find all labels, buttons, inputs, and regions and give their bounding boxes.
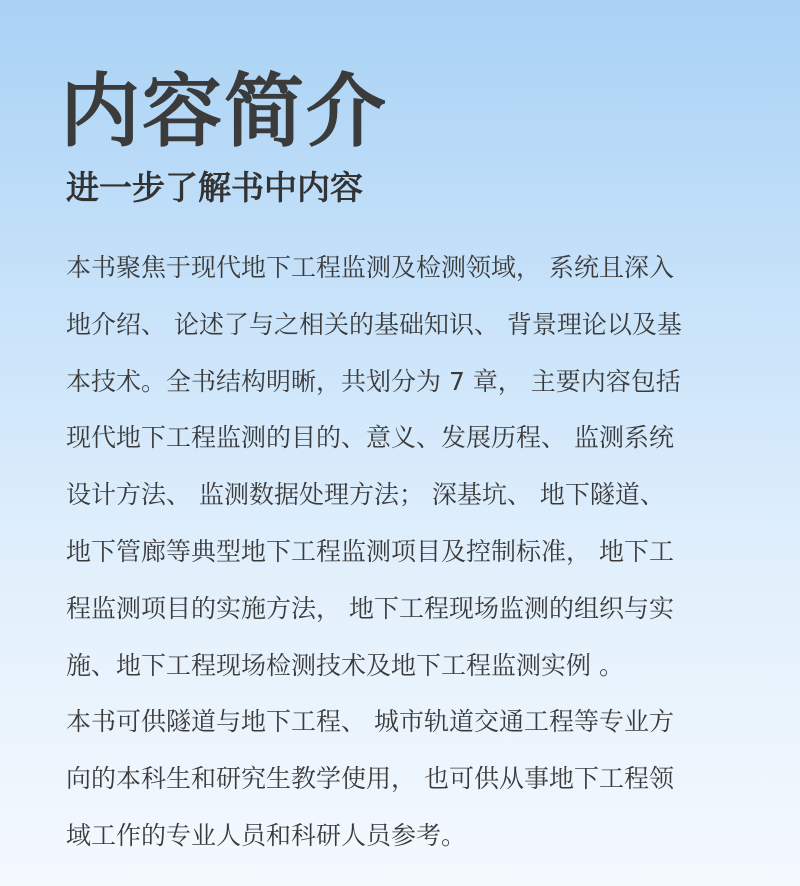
- text-line: 现代地下工程监测的目的、意义、发展历程、 监测系统: [66, 423, 674, 453]
- text-line: 本书聚焦于现代地下工程监测及检测领域， 系统且深入: [66, 253, 674, 282]
- intro-body: [66, 240, 746, 865]
- text-line: 地下管廊等典型地下工程监测项目及控制标准， 地下工: [66, 536, 674, 566]
- intro-paragraph-1: [66, 240, 746, 694]
- page-subtitle: 进一步了解书中内容: [66, 168, 363, 207]
- intro-paragraph-2: [66, 694, 746, 864]
- text-line: 域工作的专业人员和科研人员参考。: [66, 820, 467, 850]
- text-line: 程监测项目的实施方法， 地下工程现场监测的组织与实: [66, 593, 674, 623]
- text-line: 地介绍、 论述了与之相关的基础知识、 背景理论以及基: [66, 309, 682, 339]
- text-line: 施、地下工程现场检测技术及地下工程监测实例 。: [66, 650, 624, 680]
- text-line: 向的本科生和研究生教学使用， 也可供从事地下工程领: [66, 764, 674, 794]
- text-line: 本技术。全书结构明晰，共划分为 7 章， 主要内容包括: [66, 366, 681, 396]
- text-line: 设计方法、 监测数据处理方法； 深基坑、 地下隧道、: [66, 480, 665, 510]
- text-line: 本书可供隧道与地下工程、 城市轨道交通工程等专业方: [66, 707, 674, 737]
- page-title: 内容简介: [60, 65, 388, 158]
